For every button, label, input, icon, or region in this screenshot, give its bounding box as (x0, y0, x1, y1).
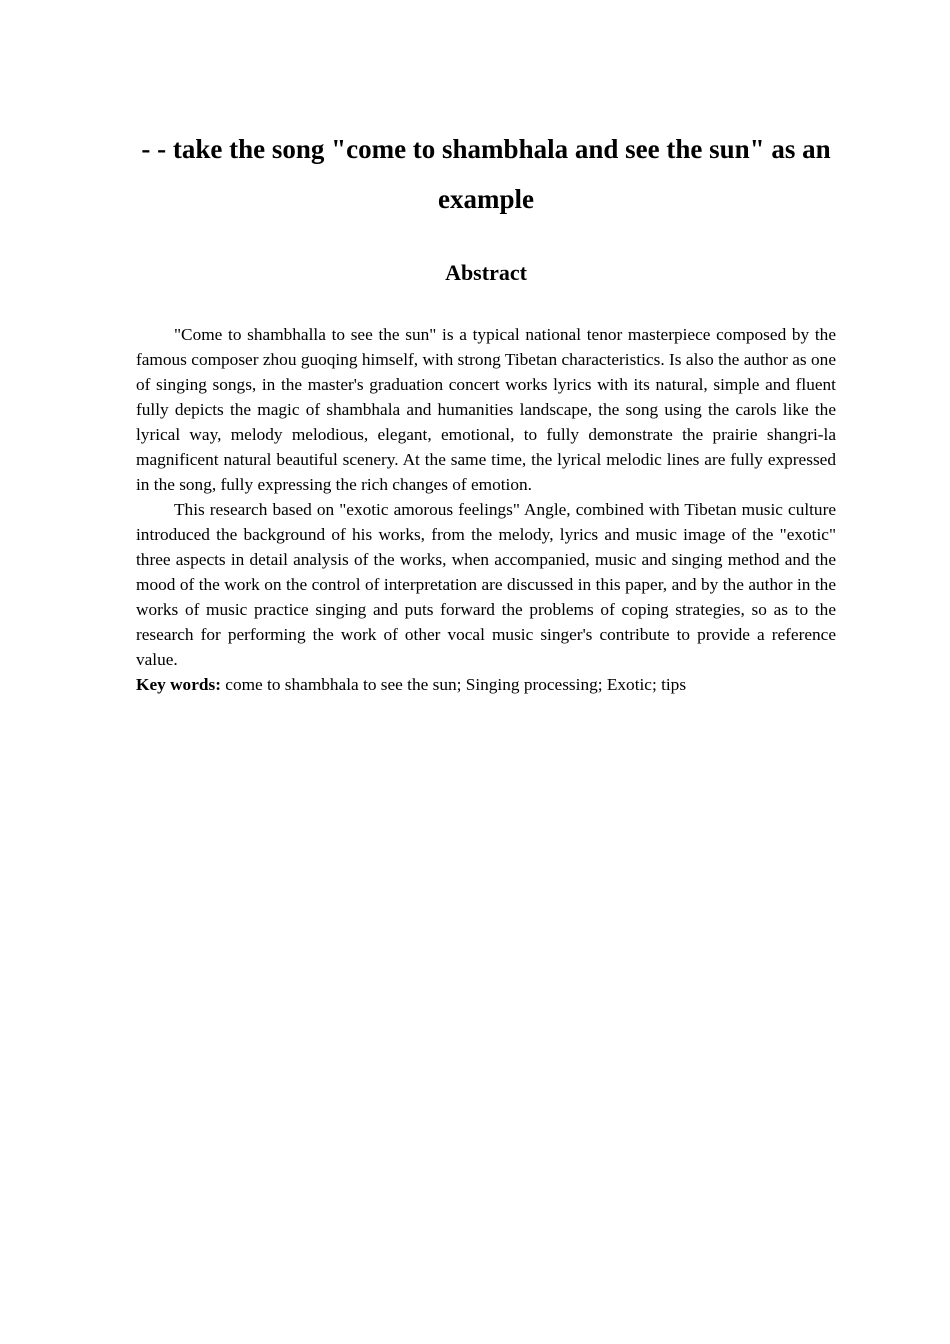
abstract-paragraph-1: "Come to shambhalla to see the sun" is a typical national tenor masterpiece composed by the famous composer zhou guoqing himself, with strong Tibetan characteristics. Is also the author as one of singing songs, in the master's graduation concert works lyrics with its natural, simple and fluent fully depicts the magic of shambhala and humanities landscape, the song using the carols like the lyrical way, melody melodious, elegant, emotional, to fully demonstrate the prairie shangri-la magnificent natural beautiful scenery. At the same time, the lyrical melodic lines are fully expressed in the song, fully expressing the rich changes of emotion. (136, 325, 836, 494)
keywords-label: Key words: (136, 675, 221, 694)
document-title: - - take the song "come to shambhala and see the sun" as an example (141, 134, 831, 214)
abstract-body (136, 322, 836, 697)
keywords-text: come to shambhala to see the sun; Singing processing; Exotic; tips (220, 675, 687, 694)
abstract-heading: Abstract (445, 260, 527, 285)
abstract-paragraph-2: This research based on "exotic amorous feelings" Angle, combined with Tibetan music culture introduced the background of his works, from the melody, lyrics and music image of the "exotic" three aspects in detail analysis of the works, when accompanied, music and singing method and the mood of the work on the control of interpretation are discussed in this paper, and by the author in the works of music practice singing and puts forward the problems of coping strategies, so as to the research for performing the work of other vocal music singer's contribute to provide a reference value. (136, 500, 836, 669)
keywords-line (136, 672, 836, 697)
